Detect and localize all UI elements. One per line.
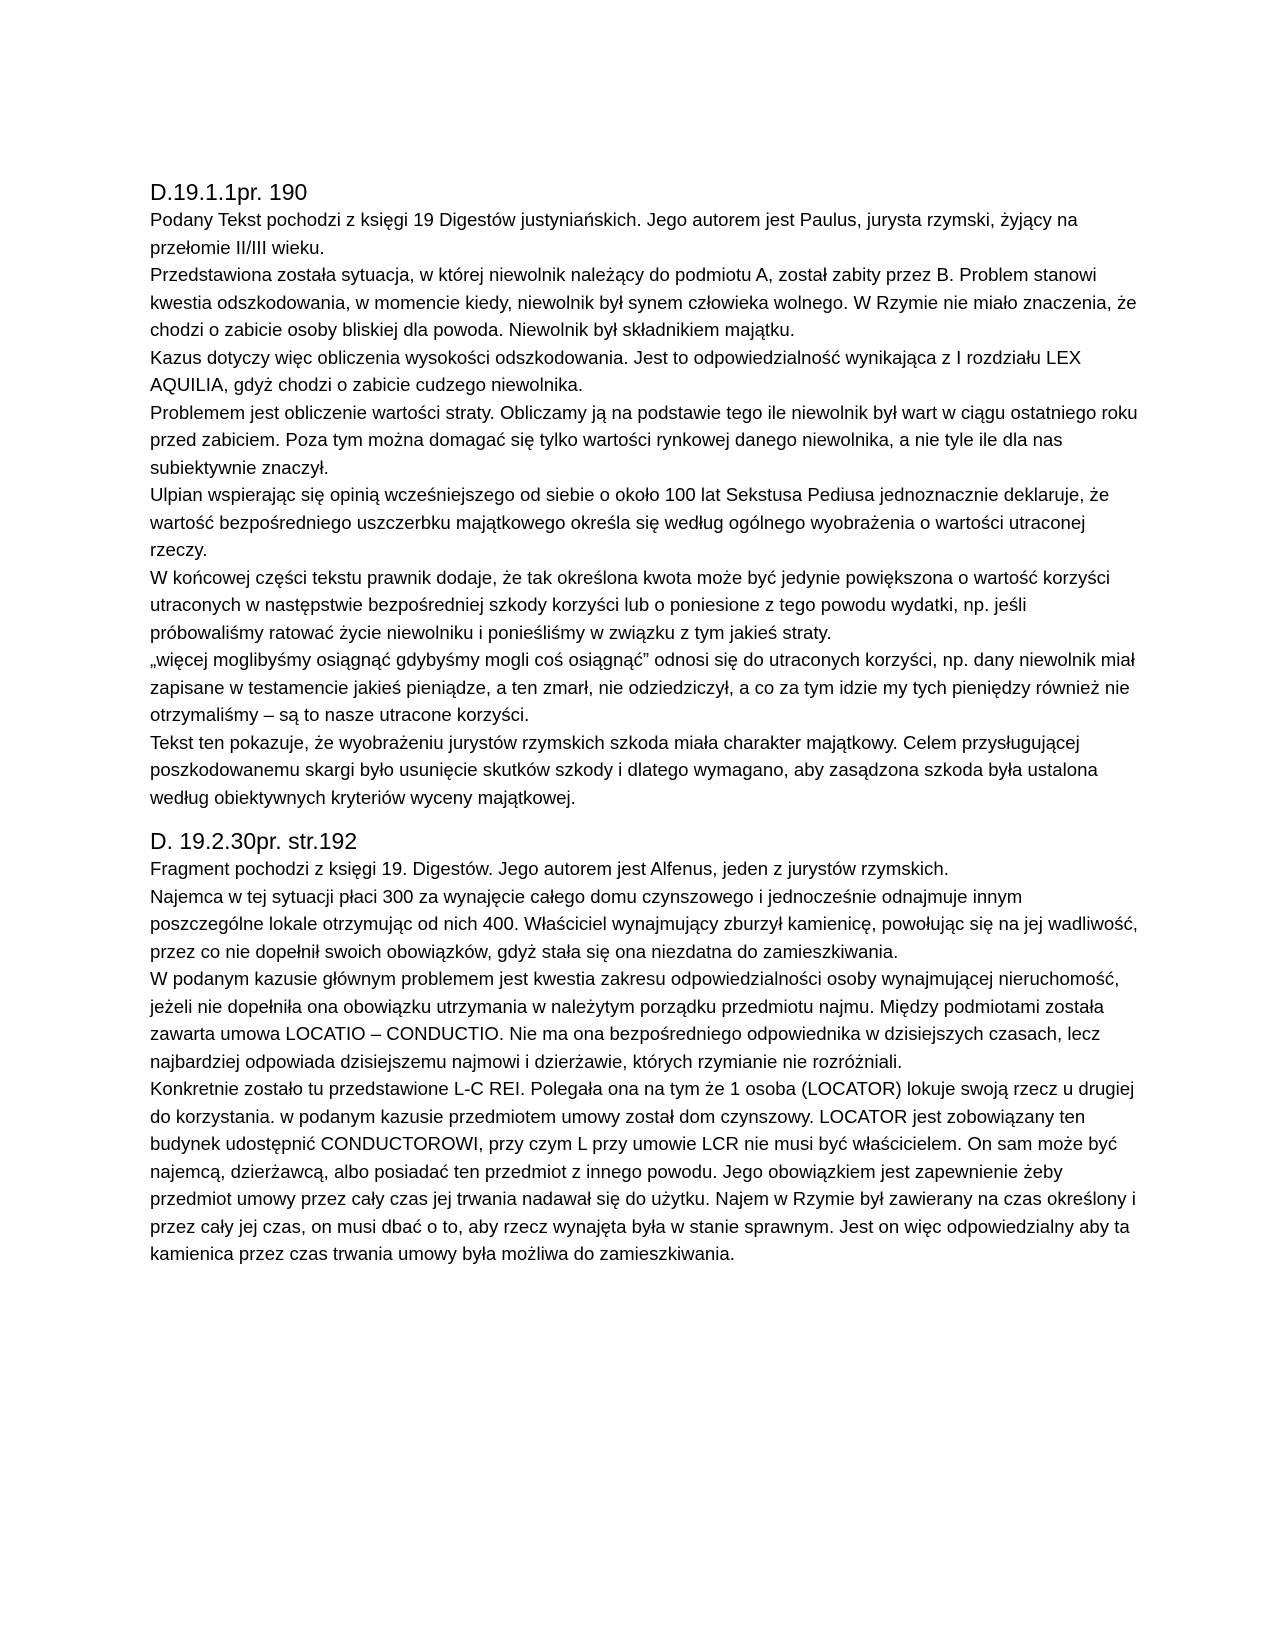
paragraph: Najemca w tej sytuacji płaci 300 za wynajęcie całego domu czynszowego i jednocześnie odnajmuje innym poszczególne lokale otrzymując od nich 400. Właściciel wynajmujący zburzył kamienicę, powołując się na jej wadliwość, przez co nie dopełnił swoich obowiązków, gdyż stała się ona niezdatna do zamieszkiwania. <box>150 885 1138 962</box>
section-d-19-2-30 <box>150 827 1140 1268</box>
paragraph: W podanym kazusie głównym problemem jest kwestia zakresu odpowiedzialności osoby wynajmującej nieruchomość, jeżeli nie dopełniła ona obowiązku utrzymania w należytym porządku przedmiotu najmu. Między podmiotami została zawarta umowa LOCATIO – CONDUCTIO. Nie ma ona bezpośredniego odpowiednika w dzisiejszych czasach, lecz najbardziej odpowiada dzisiejszemu najmowi i dzierżawie, których rzymianie nie rozróżniali. <box>150 968 1120 1072</box>
paragraph: Kazus dotyczy więc obliczenia wysokości odszkodowania. Jest to odpowiedzialność wynikająca z I rozdziału LEX AQUILIA, gdyż chodzi o zabicie cudzego niewolnika. <box>150 346 1082 395</box>
section-heading: D.19.1.1pr. 190 <box>150 179 308 205</box>
paragraph: Przedstawiona została sytuacja, w której niewolnik należący do podmiotu A, został zabity przez B. Problem stanowi kwestia odszkodowania, w momencie kiedy, niewolnik był synem człowieka wolnego. W Rzymie nie miało znaczenia, że chodzi o zabicie osoby bliskiej dla powoda. Niewolnik był składnikiem majątku. <box>150 264 1137 340</box>
section-d-19-1-1 <box>150 178 1140 811</box>
paragraph: Tekst ten pokazuje, że wyobrażeniu jurystów rzymskich szkoda miała charakter majątkowy. Celem przysługującej poszkodowanemu skargi było usunięcie skutków szkody i dlatego wymagano, aby zasądzona szkoda była ustalona według obiektywnych kryteriów wyceny majątkowej. <box>150 731 1098 808</box>
paragraph: Fragment pochodzi z księgi 19. Digestów. Jego autorem jest Alfenus, jeden z jurystów rzymskich. <box>150 858 949 879</box>
paragraph: W końcowej części tekstu prawnik dodaje, że tak określona kwota może być jedynie powiększona o wartość korzyści utraconych w następstwie bezpośredniej szkody korzyści lub o poniesione z tego powodu wydatki, np. jeśli próbowaliśmy ratować życie niewolniku i ponieśliśmy w związku z tym jakieś straty. <box>150 566 1111 643</box>
paragraph: Konkretnie zostało tu przedstawione L-C REI. Polegała ona na tym że 1 osoba (LOCATOR) lokuje swoją rzecz u drugiej do korzystania. w podanym kazusie przedmiotem umowy został dom czynszowy. LOCATOR jest zobowiązany ten budynek udostępnić CONDUCTOROWI, przy czym L przy umowie LCR nie musi być właścicielem. On sam może być najemcą, dzierżawcą, albo posiadać ten przedmiot z innego powodu. Jego obowiązkiem jest zapewnienie żeby przedmiot umowy przez cały czas jej trwania nadawał się do użytku. Najem w Rzymie był zawierany na czas określony i przez cały jej czas, on musi dbać o to, aby rzecz wynajęta była w stanie sprawnym. Jest on więc odpowiedzialny aby ta kamienica przez czas trwania umowy była możliwa do zamieszkiwania. <box>150 1078 1136 1264</box>
section-heading: D. 19.2.30pr. str.192 <box>150 828 358 854</box>
paragraph: Podany Tekst pochodzi z księgi 19 Digestów justyniańskich. Jego autorem jest Paulus, jurysta rzymski, żyjący na przełomie II/III wieku. <box>150 209 1078 258</box>
paragraph: Ulpian wspierając się opinią wcześniejszego od siebie o około 100 lat Sekstusa Pediusa jednoznacznie deklaruje, że wartość bezpośredniego uszczerbku majątkowego określa się według ogólnego wyobrażenia o wartości utraconej rzeczy. <box>150 484 1110 560</box>
paragraph: „więcej moglibyśmy osiągnąć gdybyśmy mogli coś osiągnąć” odnosi się do utraconych korzyści, np. dany niewolnik miał zapisane w testamencie jakieś pieniądze, a ten zmarł, nie odziedziczył, a co za tym idzie my tych pieniędzy również nie otrzymaliśmy – są to nasze utracone korzyści. <box>150 649 1135 725</box>
document-page <box>150 178 1140 1268</box>
paragraph: Problemem jest obliczenie wartości straty. Obliczamy ją na podstawie tego ile niewolnik był wart w ciągu ostatniego roku przed zabiciem. Poza tym można domagać się tylko wartości rynkowej danego niewolnika, a nie tyle ile dla nas subiektywnie znaczył. <box>150 401 1138 478</box>
